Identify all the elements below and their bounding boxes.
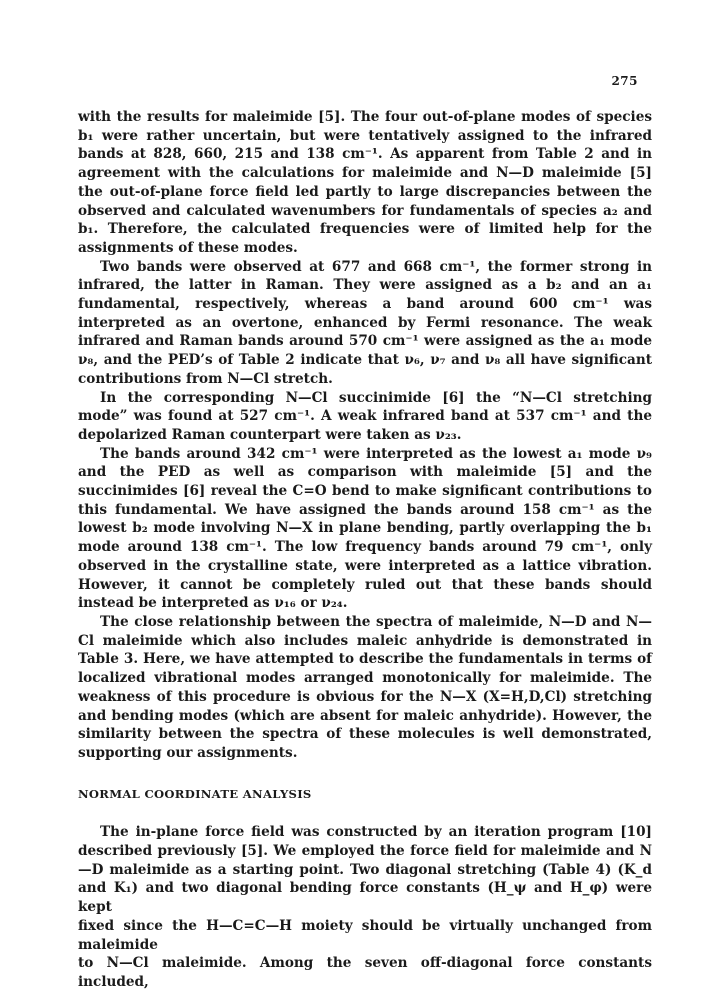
paragraph-1: with the results for maleimide [5]. The four out-of-plane modes of species b₁ were rather uncertain, but were tentatively assigned to the infrared bands at 828, 660, 215 and 138 cm⁻¹. As apparent from Table 2 and in agreement with the calculations for maleimide and N—D maleimide [5] the out-of-plane force field led partly to large discrepancies between the observed and calculated wavenumbers for fundamentals of species a₂ and b₁. Therefore, the calculated frequencies were of limited help for the assignments of these modes.: [78, 109, 652, 256]
article-body: [78, 108, 652, 992]
formula-line: fixed since the H—C=C—H moiety should be virtually unchanged from maleimide: [78, 917, 652, 953]
section-paragraph: The in-plane force field was constructed by an iteration program [10] described previously [5]. We employed the force field for maleimide and N—D maleimide as a starting point. Two diagonal stretching (Table 4) (K_d and K₁) and two diagonal bending force constants (H_ψ and H_φ) were kept: [78, 824, 652, 916]
section-heading: NORMAL COORDINATE ANALYSIS: [78, 786, 312, 801]
paragraph-3: In the corresponding N—Cl succinimide [6] the “N—Cl stretching mode” was found at 527 cm⁻¹. A weak infrared band at 537 cm⁻¹ and the depolarized Raman counterpart were taken as ν₂₃.: [78, 389, 652, 443]
last-line: to N—Cl maleimide. Among the seven off-diagonal force constants included,: [78, 955, 652, 990]
page-number: 275: [611, 74, 638, 88]
paragraph-4: The bands around 342 cm⁻¹ were interpreted as the lowest a₁ mode ν₉ and the PED as well as comparison with maleimide [5] and the succinimides [6] reveal the C=O bend to make significant contributions to this fundamental. We have assigned the bands around 158 cm⁻¹ as the lowest b₂ mode involving N—X in plane bending, partly overlapping the b₁ mode around 138 cm⁻¹. The low frequency bands around 79 cm⁻¹, only observed in the crystalline state, were interpreted as a lattice vibration. However, it cannot be completely ruled out that these bands should instead be interpreted as ν₁₆ or ν₂₄.: [78, 445, 652, 612]
paragraph-2: Two bands were observed at 677 and 668 cm⁻¹, the former strong in infrared, the latter in Raman. They were assigned as a b₂ and an a₁ fundamental, respectively, whereas a band around 600 cm⁻¹ was interpreted as an overtone, enhanced by Fermi resonance. The weak infrared and Raman bands around 570 cm⁻¹ were assigned as the a₁ mode ν₈, and the PED’s of Table 2 indicate that ν₆, ν₇ and ν₈ all have significant contributions from N—Cl stretch.: [78, 258, 652, 387]
paragraph-5: The close relationship between the spectra of maleimide, N—D and N—Cl maleimide which also includes maleic anhydride is demonstrated in Table 3. Here, we have attempted to describe the fundamentals in terms of localized vibrational modes arranged monotonically for maleimide. The weakness of this procedure is obvious for the N—X (X=H,D,Cl) stretching and bending modes (which are absent for maleic anhydride). However, the similarity between the spectra of these molecules is well demonstrated, supporting our assignments.: [78, 613, 652, 761]
